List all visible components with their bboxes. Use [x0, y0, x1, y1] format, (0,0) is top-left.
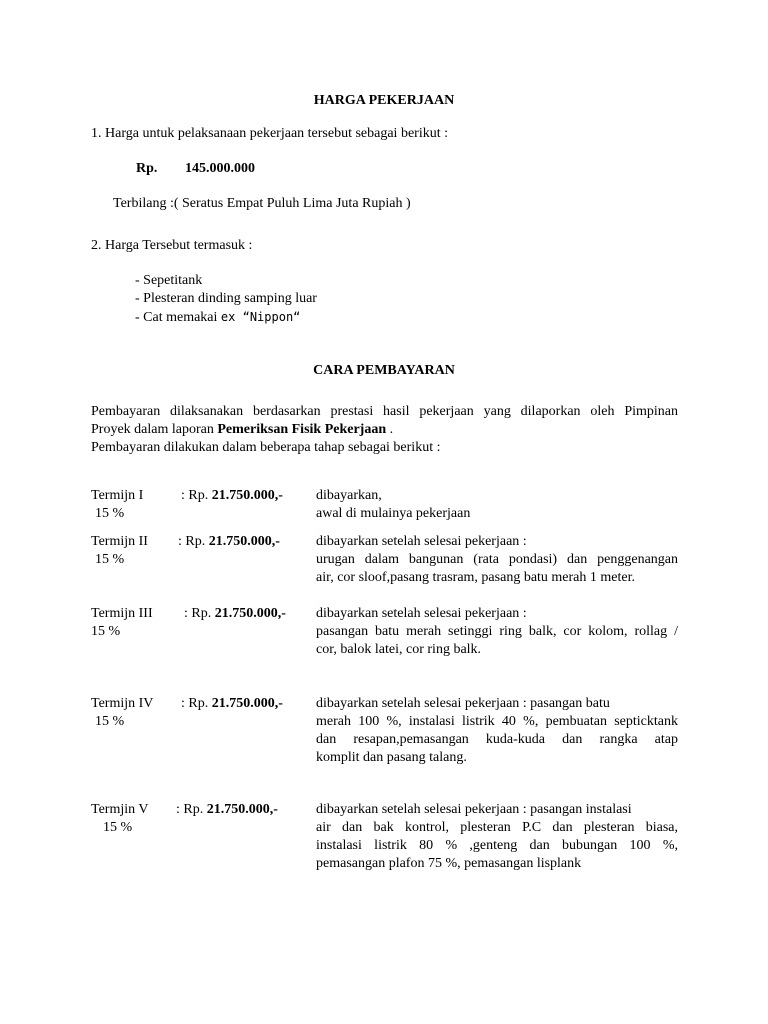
harga-heading: HARGA PEKERJAAN [313, 93, 455, 108]
termijn-desc: dibayarkan setelah selesai pekerjaan : pasangan batu merah setinggi ring balk, cor kolom, rollag / cor, balok latei, cor ring balk. [316, 606, 678, 657]
termijn-amount: : Rp. 21.750.000,- [178, 534, 280, 549]
cara-paragraph [91, 403, 678, 457]
report-name: Pemeriksan Fisik Pekerjaan [217, 422, 387, 437]
termijn-amount: : Rp. 21.750.000,- [181, 488, 283, 503]
harga-item-1: 1. Harga untuk pelaksanaan pekerjaan tersebut sebagai berikut : [91, 126, 448, 141]
cara-line-3: Pembayaran dilakukan dalam beberapa tahap sebagai berikut : [91, 440, 441, 455]
termijn-name: Termijn IV [91, 696, 154, 711]
termijn-percent: 15 % [95, 714, 125, 729]
termijn-desc: dibayarkan setelah selesai pekerjaan : pasangan batu merah 100 %, instalasi listrik 40 %, pembuatan septicktank dan resapan,pemasangan kuda-kuda dan rangka atap komplit dan pasang talang. [316, 696, 678, 765]
cara-line-1: Pembayaran dilaksanakan berdasarkan prestasi hasil pekerjaan yang dilaporkan oleh Pimpinan [91, 404, 678, 419]
termijn-amount: : Rp. 21.750.000,- [181, 696, 283, 711]
termijn-percent: 15 % [95, 506, 125, 521]
include-item-cat [135, 308, 300, 327]
harga-amount: 145.000.000 [185, 161, 255, 176]
cara-line-2: Proyek dalam laporan Pemeriksan Fisik Pekerjaan . [91, 422, 394, 437]
harga-item-2: 2. Harga Tersebut termasuk : [91, 238, 253, 253]
include-item: - Sepetitank [135, 273, 203, 288]
termijn-name: Termijn II [91, 534, 148, 549]
cara-heading: CARA PEMBAYARAN [313, 363, 455, 378]
termijn-desc: dibayarkan, awal di mulainya pekerjaan [316, 488, 471, 521]
termijn-percent: 15 % [91, 624, 121, 639]
termijn-name: Termijn III [91, 606, 153, 621]
termijn-name: Termjin V [91, 802, 149, 817]
termijn-amount: : Rp. 21.750.000,- [184, 606, 286, 621]
termijn-percent: 15 % [95, 552, 125, 567]
harga-rp-label: Rp. [136, 161, 158, 176]
termijn-desc: dibayarkan setelah selesai pekerjaan : urugan dalam bangunan (rata pondasi) dan penggenangan air, cor sloof,pasang trasram, pasang batu merah 1 meter. [316, 534, 678, 585]
cat-prefix: - Cat memakai [135, 310, 221, 325]
termijn-amount: : Rp. 21.750.000,- [176, 802, 278, 817]
harga-terbilang: Terbilang :( Seratus Empat Puluh Lima Juta Rupiah ) [113, 196, 411, 211]
cat-brand: ex “Nippon“ [220, 310, 301, 324]
termijn-name: Termijn I [91, 488, 144, 503]
termijn-percent: 15 % [103, 820, 133, 835]
include-item: - Plesteran dinding samping luar [135, 291, 317, 306]
termijn-desc: dibayarkan setelah selesai pekerjaan : pasangan instalasi air dan bak kontrol, plesteran P.C dan plesteran biasa, instalasi listrik 80 % ,genteng dan bubungan 100 %, pemasangan plafon 75 %, pemasangan lisplank [316, 802, 678, 871]
